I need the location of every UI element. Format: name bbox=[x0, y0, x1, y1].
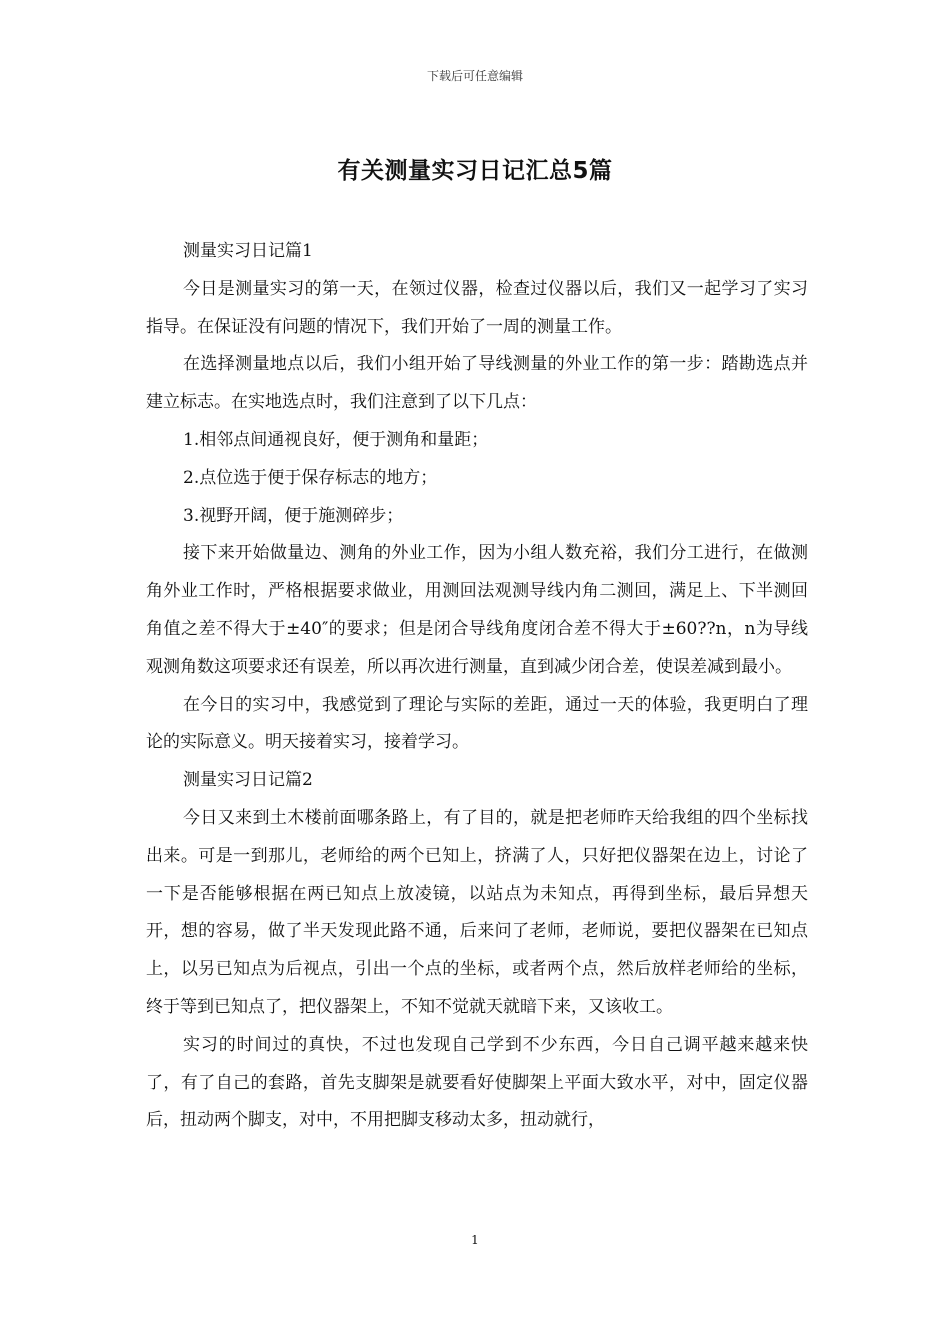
body-paragraph: 在选择测量地点以后，我们小组开始了导线测量的外业工作的第一步：踏勘选点并建立标志。在实地选点时，我们注意到了以下几点： bbox=[146, 354, 808, 413]
body-paragraph: 接下来开始做量边、测角的外业工作，因为小组人数充裕，我们分工进行，在做测角外业工作时，严格根据要求做业，用测回法观测导线内角二测回，满足上、下半测回角值之差不得大于±40″的要求；但是闭合导线角度闭合差不得大于±60??n，n为导线观测角数这项要求还有误差，所以再次进行测量，直到减少闭合差，使误差减到最小。 bbox=[146, 543, 808, 677]
section-heading-2: 测量实习日记篇2 bbox=[183, 770, 313, 791]
body-paragraph: 今日又来到土木楼前面哪条路上，有了目的，就是把老师昨天给我组的四个坐标找出来。可是一到那儿，老师给的两个已知上，挤满了人，只好把仪器架在边上，讨论了一下是否能够根据在两已知点上放凌镜，以站点为未知点，再得到坐标，最后异想天开，想的容易，做了半天发现此路不通，后来问了老师，老师说，要把仪器架在已知点上，以另已知点为后视点，引出一个点的坐标，或者两个点，然后放样老师给的坐标，终于等到已知点了，把仪器架上，不知不觉就天就暗下来，又该收工。 bbox=[146, 807, 808, 1017]
body-paragraph: 今日是测量实习的第一天，在领过仪器，检查过仪器以后，我们又一起学习了实习指导。在保证没有问题的情况下，我们开始了一周的测量工作。 bbox=[146, 278, 808, 337]
list-item: 2.点位选于便于保存标志的地方； bbox=[183, 467, 438, 488]
body-paragraph: 在今日的实习中，我感觉到了理论与实际的差距，通过一天的体验，我更明白了理论的实际意义。明天接着实习，接着学习。 bbox=[146, 694, 808, 753]
page-header-note: 下载后可任意编辑 bbox=[426, 69, 523, 83]
section-heading-1: 测量实习日记篇1 bbox=[183, 241, 313, 261]
body-paragraph: 实习的时间过的真快，不过也发现自己学到不少东西，今日自己调平越来越来快了，有了自己的套路，首先支脚架是就要看好使脚架上平面大致水平，对中，固定仪器后，扭动两个脚支，对中，不用把脚支移动太多，扭动就行， bbox=[146, 1034, 808, 1131]
page-number: 1 bbox=[471, 1233, 479, 1247]
list-item: 1.相邻点间通视良好，便于测角和量距； bbox=[183, 429, 489, 450]
document-body bbox=[146, 233, 808, 1140]
list-item: 3.视野开阔，便于施测碎步； bbox=[183, 505, 404, 526]
document-title: 有关测量实习日记汇总5篇 bbox=[337, 158, 613, 184]
